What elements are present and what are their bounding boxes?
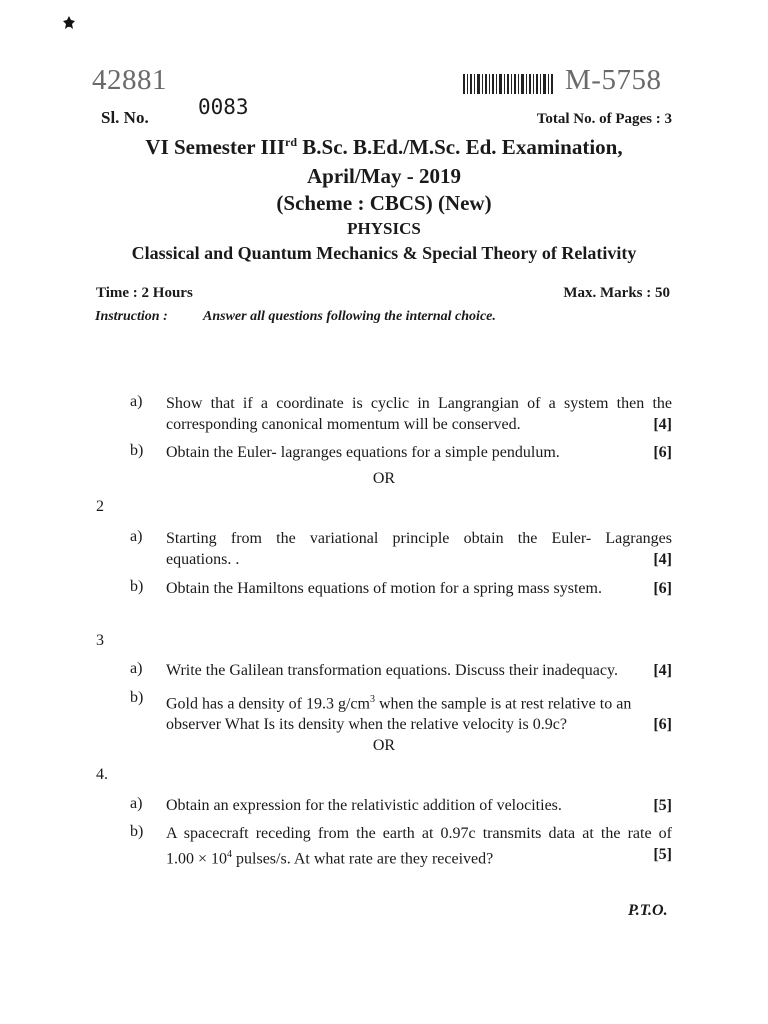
- barcode-icon: [463, 74, 553, 94]
- paper-title: Classical and Quantum Mechanics & Special Theory of Relativity: [131, 243, 637, 263]
- question-part: [166, 578, 672, 599]
- marks-tag: [6]: [653, 580, 672, 597]
- part-label: a): [130, 660, 143, 677]
- subject-title: PHYSICS: [347, 219, 421, 238]
- question-number: 4.: [96, 766, 108, 783]
- question-part: [166, 442, 672, 463]
- question-text-line: corresponding canonical momentum will be conserved.: [166, 416, 521, 433]
- part-label: b): [130, 578, 144, 595]
- max-marks: Max. Marks : 50: [563, 285, 670, 301]
- question-text-line: Gold has a density of 19.3 $g/cm^3$ when the sample is at rest relative to an: [166, 694, 632, 713]
- serial-number-label: Sl. No.: [101, 108, 149, 127]
- question-text-line: observer What Is its density when the relative velocity is 0.9c?: [166, 716, 567, 734]
- part-label: a): [130, 795, 143, 812]
- part-label: a): [130, 393, 143, 410]
- exam-session: April/May - 2019: [307, 164, 461, 188]
- marks-tag: [6]: [653, 716, 672, 734]
- question-number: 2: [96, 498, 104, 515]
- corner-mark-icon: [60, 14, 78, 36]
- time-allowed: Time : 2 Hours: [96, 285, 193, 301]
- marks-tag: [4]: [653, 551, 672, 568]
- part-label: b): [130, 689, 144, 706]
- marks-tag: [6]: [653, 444, 672, 461]
- or-divider: OR: [372, 470, 396, 487]
- marks-tag: [4]: [653, 416, 672, 433]
- paper-code-right: M-5758: [565, 64, 662, 96]
- exam-scheme: (Scheme : CBCS) (New): [276, 191, 492, 215]
- marks-tag: [5]: [653, 797, 672, 814]
- question-text-line: A spacecraft receding from the earth at 0.97c transmits data at the rate of: [166, 825, 672, 842]
- exam-title: VI Semester IIIrd B.Sc. B.Ed./M.Sc. Ed. Examination,: [145, 135, 623, 159]
- question-text-line: equations. .: [166, 551, 240, 568]
- part-label: b): [130, 442, 144, 459]
- question-number: 3: [96, 632, 104, 649]
- question-text-line: Write the Galilean transformation equations. Discuss their inadequacy.: [166, 662, 618, 679]
- question-text-line: Show that if a coordinate is cyclic in Langrangian of a system then the: [166, 395, 672, 412]
- total-pages: Total No. of Pages : 3: [536, 111, 672, 127]
- question-text-line: Obtain the Hamiltons equations of motion for a spring mass system.: [166, 580, 602, 597]
- question-text-line: Obtain the Euler- lagranges equations for a simple pendulum.: [166, 444, 560, 461]
- question-text-line: $1.00 \times 10^4$ pulses/s. At what rate are they received?: [166, 849, 494, 868]
- instruction-text: Answer all questions following the internal choice.: [203, 309, 496, 324]
- part-label: b): [130, 823, 144, 840]
- marks-tag: [4]: [653, 662, 672, 679]
- question-text-line: Obtain an expression for the relativistic addition of velocities.: [166, 797, 562, 814]
- question-part: [166, 528, 672, 570]
- question-part: [166, 689, 672, 735]
- question-part: [166, 823, 672, 869]
- part-label: a): [130, 528, 143, 545]
- marks-tag: [5]: [653, 846, 672, 863]
- paper-code-left: 42881: [92, 64, 167, 96]
- question-text-line: Starting from the variational principle obtain the Euler- Lagranges: [166, 530, 672, 547]
- question-part: [166, 393, 672, 435]
- or-divider: OR: [372, 737, 396, 754]
- question-part: [166, 795, 672, 816]
- serial-number-value: 0083: [198, 95, 249, 119]
- page-turn-over: P.T.O.: [628, 902, 668, 919]
- question-part: [166, 660, 672, 681]
- instruction-label: Instruction :: [95, 309, 168, 324]
